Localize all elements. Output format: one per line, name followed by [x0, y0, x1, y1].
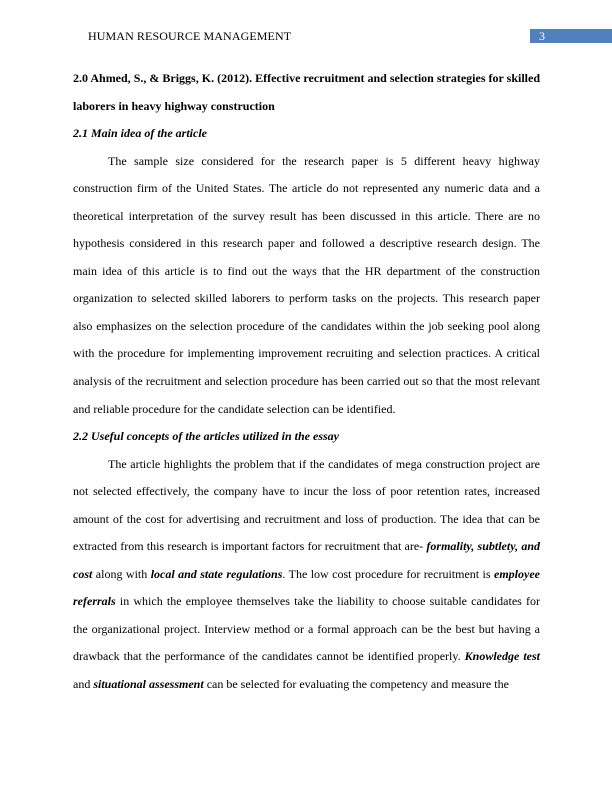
page-number-badge: [530, 29, 612, 43]
subsection-heading-useful-concepts: 2.2 Useful concepts of the articles utilized in the essay: [73, 429, 339, 444]
text-segment: The article highlights the problem that if the candidates of mega construction project are not selected effectively, the company have to incur the loss of poor retention rates, increased amount of the cost for advertising and recruitment and loss of production. The idea that can be extracted from this research is important factors for recruitment that are-: [73, 456, 540, 554]
paragraph-useful-concepts: [73, 451, 540, 699]
emphasis-employee-referrals: employee referrals: [73, 566, 540, 609]
text-segment: . The low cost procedure for recruitment is: [282, 566, 495, 581]
text-segment: can be selected for evaluating the competency and measure the: [203, 677, 509, 692]
section-heading: 2.0 Ahmed, S., & Briggs, K. (2012). Effective recruitment and selection strategies for skilled laborers in heavy highway construction: [73, 71, 540, 113]
running-header-title: HUMAN RESOURCE MANAGEMENT: [88, 29, 292, 43]
emphasis-knowledge-test: Knowledge test: [464, 649, 540, 664]
page-number: 3: [539, 29, 545, 43]
text-segment: and: [73, 677, 94, 692]
subsection-heading-main-idea: 2.1 Main idea of the article: [73, 126, 207, 141]
document-body: [73, 65, 540, 699]
emphasis-regulations: local and state regulations: [150, 566, 283, 581]
emphasis-situational-assessment: situational assessment: [93, 677, 204, 692]
text-segment: in which the employee themselves take the liability to choose suitable candidates for the organizational project. Interview method or a formal approach can be the best but having a drawback that the performance of the candidates cannot be identified properly.: [73, 594, 540, 664]
text-segment: along with: [92, 566, 151, 581]
emphasis-factors: formality, subtlety, and cost: [73, 539, 540, 581]
paragraph-main-idea: The sample size considered for the research paper is 5 different heavy highway construction firm of the United States. The article do not represented any numeric data and a theoretical interpretation of the survey result has been discussed in this article. There are no hypothesis considered in this research paper and followed a descriptive research design. The main idea of this article is to find out the ways that the HR department of the construction organization to selected skilled laborers to perform tasks on the projects. This research paper also emphasizes on the selection procedure of the candidates within the job seeking pool along with the procedure for implementing improvement recruiting and selection practices. A critical analysis of the recruitment and selection procedure has been carried out so that the most relevant and reliable procedure for the candidate selection can be identified.: [73, 153, 540, 416]
